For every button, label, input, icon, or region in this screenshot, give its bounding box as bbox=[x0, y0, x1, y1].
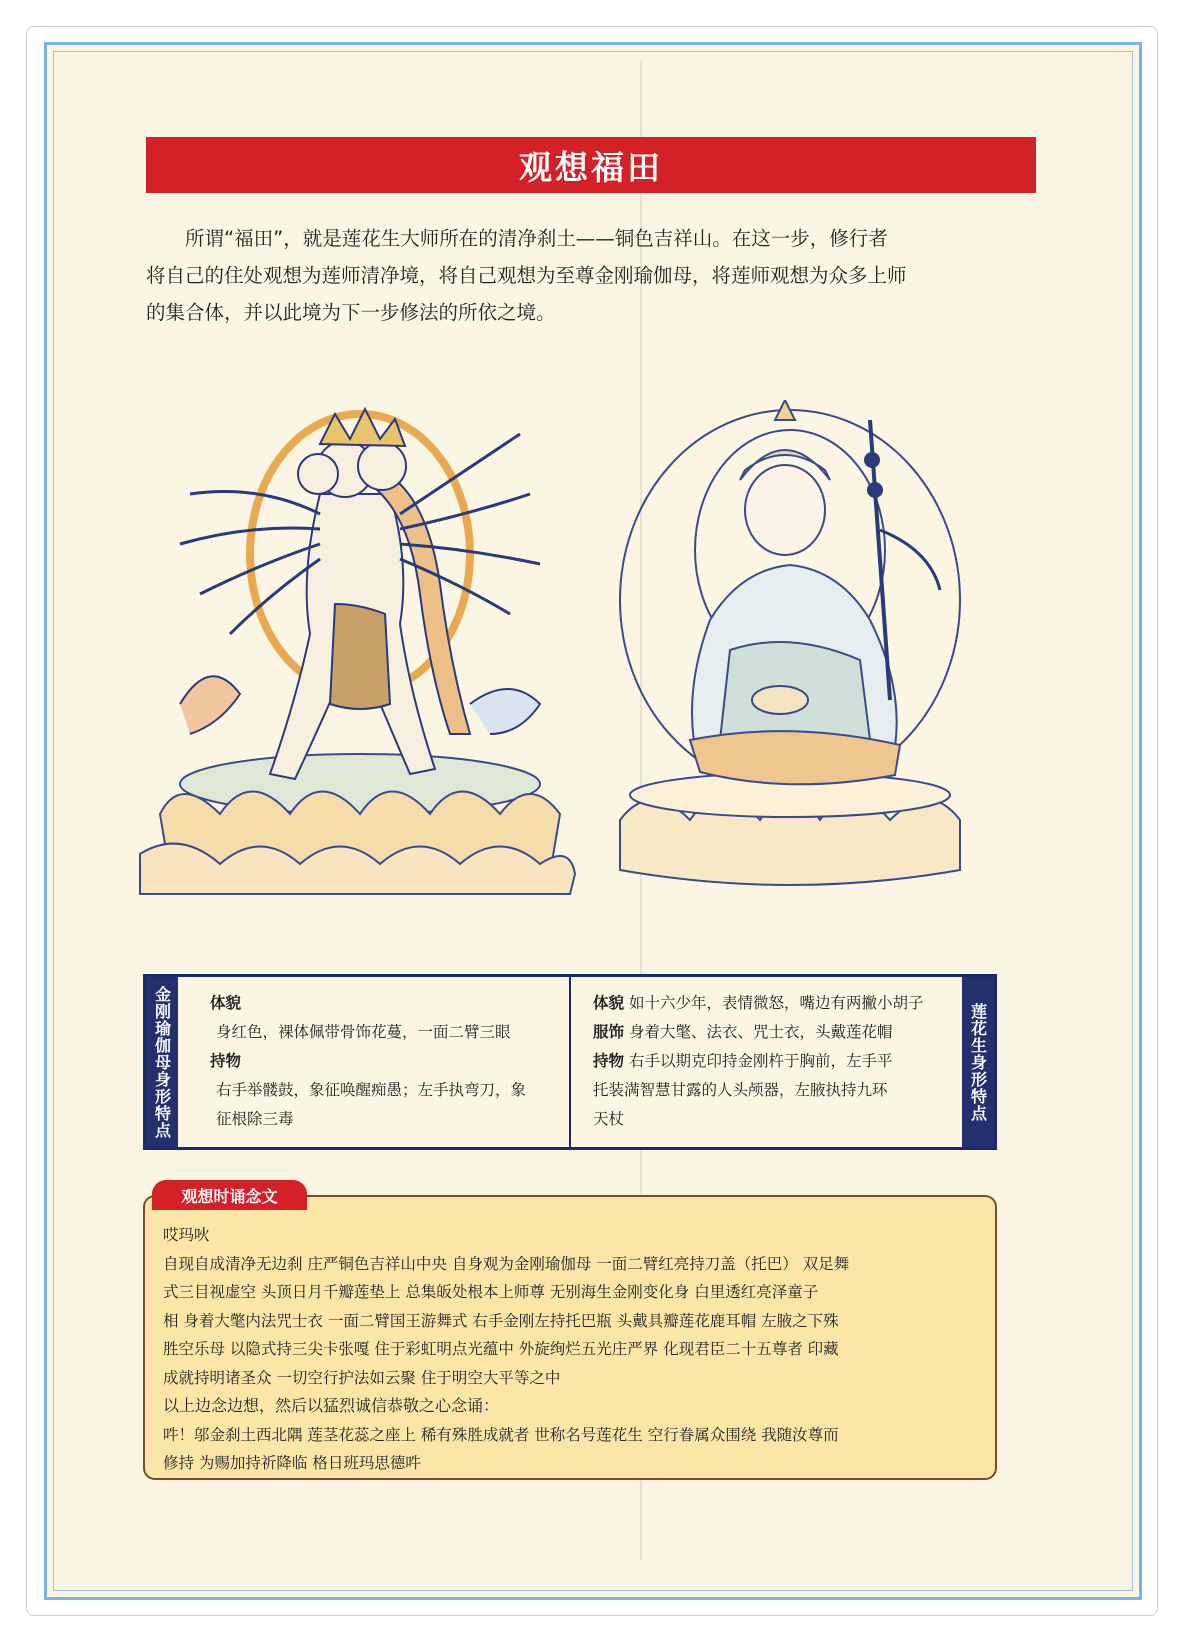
mantra-line: 胜空乐母 以隐式持三尖卡张嘎 住于彩虹明点光蕴中 外旋绚烂五光庄严界 化现君臣二十五尊者 印藏 bbox=[163, 1340, 839, 1358]
staff-ribbon bbox=[880, 530, 940, 590]
head bbox=[745, 465, 825, 555]
padmasambhava-illustration bbox=[590, 400, 1010, 920]
feature-heading: 体貌 bbox=[210, 994, 242, 1012]
ribbon-right bbox=[470, 689, 540, 734]
panel-side-label: 莲花生身形特点 bbox=[962, 977, 994, 1147]
feature-text: 征根除三毒 bbox=[216, 1110, 294, 1128]
ribbon-left bbox=[180, 676, 240, 734]
mantra-line: 式三目视虚空 头顶日月千瓣莲垫上 总集皈处根本上师尊 无别海生金刚变化身 白里透红亮泽童子 bbox=[163, 1283, 819, 1301]
skull-cup bbox=[752, 686, 808, 714]
mantra-line: 吽！邬金刹土西北隅 莲茎花蕊之座上 稀有殊胜成就者 世称名号莲花生 空行眷属众围绕 我随汝尊而 bbox=[163, 1425, 839, 1444]
lotus-base-left bbox=[140, 754, 575, 894]
staff-ornament bbox=[867, 482, 883, 498]
mantra-tab-label: 观想时诵念文 bbox=[152, 1180, 307, 1210]
robe-lap bbox=[690, 731, 900, 784]
panel-body bbox=[593, 989, 950, 1134]
deity-bodies bbox=[270, 441, 470, 779]
panel-side-label: 金刚瑜伽母身形特点 bbox=[146, 977, 178, 1147]
feature-text: 托装满智慧甘露的人头颅器，左腋执持九环 bbox=[593, 1081, 888, 1099]
mantra-line: 自现自成清净无边刹 庄严铜色吉祥山中央 自身观为金刚瑜伽母 一面二臂红亮持刀盖（托巴） 双足舞 bbox=[163, 1254, 850, 1273]
feature-text: 右手举髅鼓，象征唤醒痴愚；左手执弯刀，象 bbox=[216, 1081, 527, 1099]
vajrayogini-features-panel bbox=[143, 974, 571, 1150]
page-title: 观想福田 bbox=[519, 147, 663, 187]
feature-heading: 体貌 bbox=[593, 994, 625, 1012]
title-banner bbox=[146, 137, 1036, 193]
mantra-instruction: 以上边念边想，然后以猛烈诚信恭敬之心念诵： bbox=[163, 1396, 500, 1415]
mantra-line: 哎玛吙 bbox=[163, 1226, 210, 1244]
intro-line: 的集合体，并以此境为下一步修法的所依之境。 bbox=[146, 301, 556, 324]
feature-text: 身着大氅、法衣、咒士衣，头戴莲花帽 bbox=[628, 1023, 893, 1041]
feature-heading: 持物 bbox=[593, 1052, 625, 1070]
mantra-line: 修持 为赐加持祈降临 格日班玛思德吽 bbox=[163, 1454, 421, 1472]
lotus-seat-right bbox=[620, 773, 960, 885]
mantra-box bbox=[143, 1195, 997, 1480]
intro-paragraph bbox=[146, 220, 1026, 331]
intro-line: 所谓“福田”，就是莲花生大师所在的清净刹土——铜色吉祥山。在这一步，修行者 bbox=[185, 227, 888, 250]
feature-text: 天杖 bbox=[593, 1110, 625, 1128]
mantra-line: 成就持明诸圣众 一切空行护法如云聚 住于明空大平等之中 bbox=[163, 1368, 561, 1387]
intro-line: 将自己的住处观想为莲师清净境，将自己观想为至尊金刚瑜伽母，将莲师观想为众多上师 bbox=[146, 264, 907, 287]
feature-text: 身红色，裸体佩带骨饰花蔓，一面二臂三眼 bbox=[216, 1023, 511, 1041]
mantra-line: 相 身着大氅内法咒士衣 一面二臂国王游舞式 右手金刚左持托巴瓶 头戴具瓣莲花鹿耳帽 左腋之下殊 bbox=[163, 1311, 839, 1330]
staff-ornament bbox=[864, 452, 880, 468]
padmasambhava-features-panel bbox=[569, 974, 997, 1150]
vajrayogini-illustration bbox=[120, 374, 580, 934]
feature-text: 如十六少年，表情微怒，嘴边有两撇小胡子 bbox=[628, 994, 924, 1012]
feature-text: 右手以期克印持金刚杵于胸前，左手平 bbox=[628, 1052, 893, 1070]
feature-heading: 持物 bbox=[210, 1052, 242, 1070]
panel-body bbox=[210, 989, 555, 1134]
feature-heading: 服饰 bbox=[593, 1023, 625, 1041]
